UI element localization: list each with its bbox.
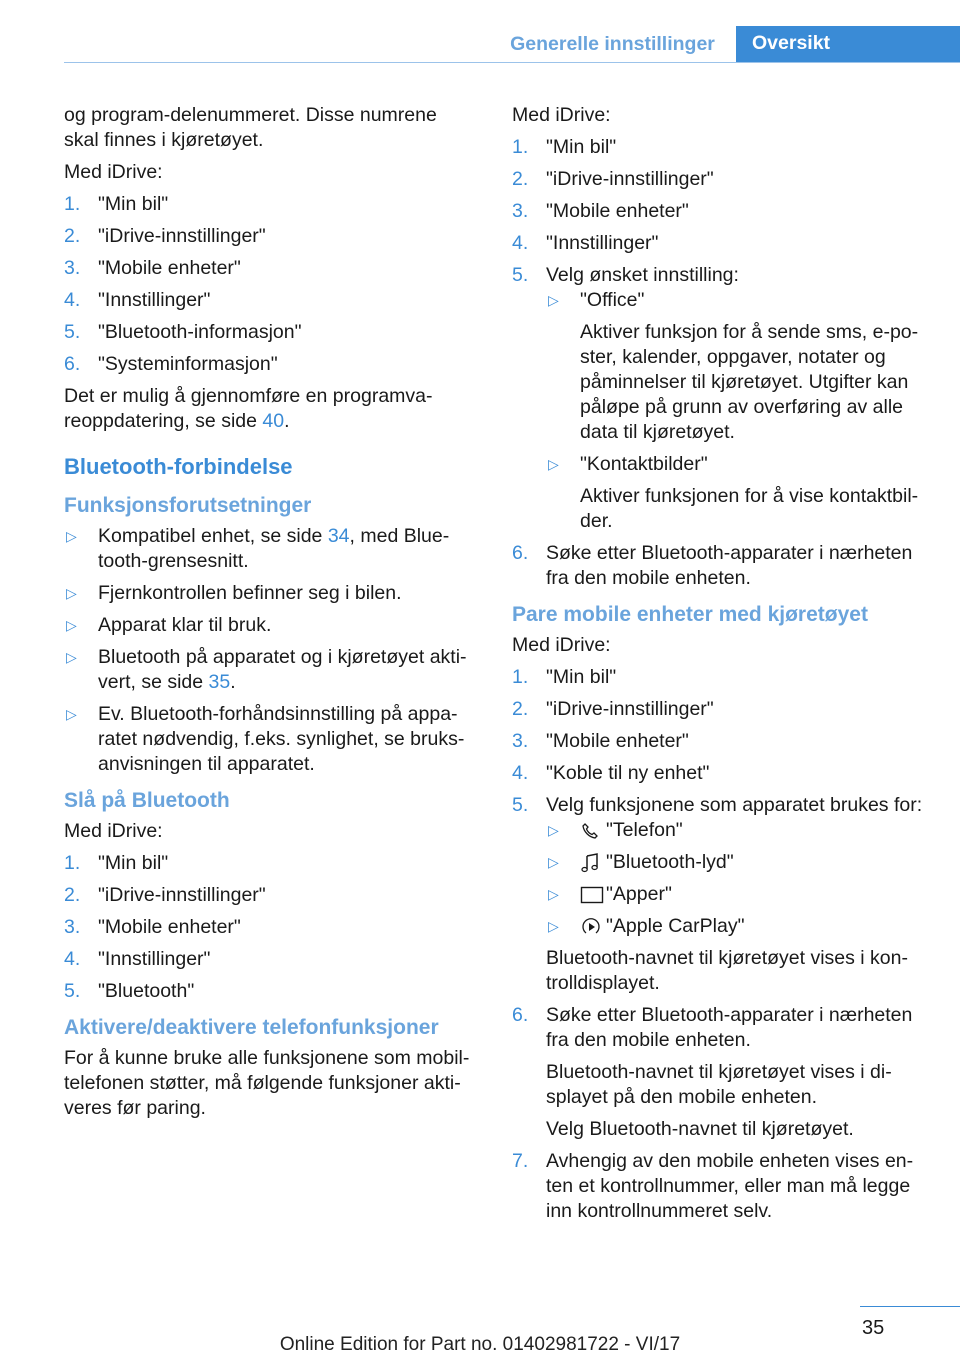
apps-icon <box>580 885 606 905</box>
list-item <box>546 914 928 939</box>
list-item <box>512 761 928 786</box>
paragraph: Velg Bluetooth-navnet til kjøretøyet. <box>546 1118 854 1140</box>
list-text: . <box>230 671 236 693</box>
list-text: , med Blue‐tooth-grensesnitt. <box>98 525 450 572</box>
numbered-list <box>512 665 928 1224</box>
list-text: "Koble til ny enhet" <box>546 762 710 784</box>
numbered-list <box>512 135 928 591</box>
list-item <box>64 581 476 606</box>
list-number: 1. <box>512 666 529 688</box>
list-number: 3. <box>64 916 81 938</box>
list-item <box>64 352 476 377</box>
right-column <box>512 103 928 1231</box>
subsection-heading: Pare mobile enheter med kjøretøyet <box>512 603 868 626</box>
list-item <box>512 199 928 224</box>
list-text: Fjernkontrollen befinner seg i bilen. <box>98 582 402 604</box>
triangle-bullet-icon: ▷ <box>548 854 559 870</box>
subsection-heading: Slå på Bluetooth <box>64 789 230 812</box>
list-text: Avhengig av den mobile enheten vises en‐ten et kontrollnummer, eller man må legge inn kontrollnummeret selv. <box>546 1150 914 1222</box>
header-section-title: Generelle innstillinger <box>510 33 715 55</box>
list-number: 4. <box>64 289 81 311</box>
paragraph <box>64 384 476 434</box>
list-item <box>512 231 928 256</box>
list-number: 2. <box>64 225 81 247</box>
subsection-heading: Funksjonsforutsetninger <box>64 494 312 517</box>
list-text: "Systeminformasjon" <box>98 353 278 375</box>
paragraph: Med iDrive: <box>512 104 611 126</box>
paragraph: Bluetooth-navnet til kjøretøyet vises i di‐splayet på den mobile enheten. <box>546 1061 892 1108</box>
list-text: "Min bil" <box>98 193 169 215</box>
page-link[interactable]: 34 <box>327 525 350 547</box>
list-text: "Min bil" <box>546 666 617 688</box>
list-item <box>64 320 476 345</box>
list-item <box>64 524 476 574</box>
paragraph: Med iDrive: <box>64 820 163 842</box>
list-text: "Bluetooth-lyd" <box>606 851 734 873</box>
paragraph: Med iDrive: <box>512 634 611 656</box>
paragraph: og program-delenummeret. Disse numrene skal finnes i kjøretøyet. <box>64 104 437 151</box>
list-number: 5. <box>64 321 81 343</box>
list-item <box>546 288 928 445</box>
bullet-list <box>546 818 928 939</box>
footer-edition: Online Edition for Part no. 01402981722 - VI/17 <box>279 1334 681 1355</box>
list-text: "iDrive-innstillinger" <box>546 698 714 720</box>
list-number: 1. <box>512 136 529 158</box>
list-item <box>512 167 928 192</box>
list-item <box>64 851 476 876</box>
option-description: Aktiver funksjonen for å vise kontaktbil‐der. <box>580 485 919 532</box>
list-item <box>512 1149 928 1224</box>
triangle-bullet-icon: ▷ <box>548 292 559 308</box>
footer-divider <box>860 1306 960 1307</box>
triangle-bullet-icon: ▷ <box>66 617 77 633</box>
list-item <box>64 979 476 1004</box>
bullet-list <box>546 288 928 534</box>
triangle-bullet-icon: ▷ <box>548 456 559 472</box>
list-text: Bluetooth på apparatet og i kjøretøyet akti‐vert, se side <box>98 646 467 693</box>
triangle-bullet-icon: ▷ <box>66 585 77 601</box>
list-item <box>512 1003 928 1142</box>
list-text: "iDrive-innstillinger" <box>98 225 266 247</box>
page-link[interactable]: 35 <box>208 671 231 693</box>
list-text: "Telefon" <box>606 819 683 841</box>
list-number: 6. <box>64 353 81 375</box>
list-text: Søke etter Bluetooth-apparater i nærheten fra den mobile enheten. <box>546 1004 913 1051</box>
numbered-list <box>64 851 476 1004</box>
list-item <box>64 645 476 695</box>
list-number: 4. <box>512 232 529 254</box>
paragraph: For å kunne bruke alle funksjonene som mobil‐telefonen støtter, må følgende funksjoner akti‐veres før paring. <box>64 1047 470 1119</box>
list-item <box>512 793 928 996</box>
list-number: 3. <box>64 257 81 279</box>
list-text: "Bluetooth-informasjon" <box>98 321 302 343</box>
option-description: Aktiver funksjon for å sende sms, e-po‐ster, kalender, oppgaver, notater og påminnelser til kjøretøyet. Utgifter kan påløpe på grunn av overføring av alle data til kjøretøyet. <box>580 321 919 443</box>
bullet-list <box>64 524 476 777</box>
list-text: "Apper" <box>606 883 672 905</box>
list-text: "Innstillinger" <box>98 289 211 311</box>
list-item <box>64 613 476 638</box>
list-item <box>512 729 928 754</box>
list-text: Velg funksjonene som apparatet brukes for: <box>546 794 923 816</box>
list-text: Søke etter Bluetooth-apparater i nærheten fra den mobile enheten. <box>546 542 913 589</box>
section-heading: Bluetooth-forbindelse <box>64 454 293 479</box>
list-item <box>64 256 476 281</box>
list-item <box>512 697 928 722</box>
paragraph: Bluetooth-navnet til kjøretøyet vises i kon‐trolldisplayet. <box>546 947 908 994</box>
list-text: "Mobile enheter" <box>98 916 241 938</box>
list-item <box>512 541 928 591</box>
carplay-icon <box>580 916 606 938</box>
list-text: Ev. Bluetooth-forhåndsinnstilling på appa‐ratet nødvendig, f.eks. synlighet, se bruks‐anvisningen til apparatet. <box>98 703 465 775</box>
list-item <box>64 288 476 313</box>
list-item <box>512 263 928 534</box>
list-text: "Innstillinger" <box>546 232 659 254</box>
triangle-bullet-icon: ▷ <box>548 822 559 838</box>
list-number: 3. <box>512 730 529 752</box>
option-title: "Kontaktbilder" <box>580 453 708 475</box>
list-text: "Mobile enheter" <box>546 200 689 222</box>
list-text: "iDrive-innstillinger" <box>546 168 714 190</box>
list-number: 2. <box>512 698 529 720</box>
triangle-bullet-icon: ▷ <box>548 918 559 934</box>
list-text: "Mobile enheter" <box>98 257 241 279</box>
list-item <box>64 224 476 249</box>
list-item <box>64 883 476 908</box>
paragraph-text: Det er mulig å gjennomføre en programva‐reoppdatering, se side <box>64 385 433 432</box>
triangle-bullet-icon: ▷ <box>66 706 77 722</box>
list-number: 5. <box>512 794 529 816</box>
list-number: 4. <box>64 948 81 970</box>
page-number: 35 <box>862 1317 885 1339</box>
left-column <box>64 103 476 1128</box>
list-text: "Innstillinger" <box>98 948 211 970</box>
list-text: "iDrive-innstillinger" <box>98 884 266 906</box>
list-text: Apparat klar til bruk. <box>98 614 272 636</box>
subsection-heading: Aktivere/deaktivere telefonfunksjoner <box>64 1016 439 1039</box>
list-item <box>512 135 928 160</box>
list-number: 1. <box>64 852 81 874</box>
header-chapter-tab: Oversikt <box>736 26 960 62</box>
list-text: "Mobile enheter" <box>546 730 689 752</box>
list-number: 2. <box>512 168 529 190</box>
triangle-bullet-icon: ▷ <box>66 649 77 665</box>
list-text: Velg ønsket innstilling: <box>546 264 739 286</box>
option-title: "Office" <box>580 289 645 311</box>
numbered-list <box>64 192 476 377</box>
list-number: 7. <box>512 1150 529 1172</box>
header-divider <box>64 62 960 63</box>
list-item <box>546 818 928 843</box>
triangle-bullet-icon: ▷ <box>548 886 559 902</box>
list-item <box>512 665 928 690</box>
list-number: 6. <box>512 1004 529 1026</box>
list-number: 4. <box>512 762 529 784</box>
list-number: 6. <box>512 542 529 564</box>
list-item <box>64 702 476 777</box>
list-text: Kompatibel enhet, se side <box>98 525 328 547</box>
list-number: 5. <box>64 980 81 1002</box>
paragraph: Med iDrive: <box>64 161 163 183</box>
list-item <box>546 882 928 907</box>
list-text: "Bluetooth" <box>98 980 195 1002</box>
list-number: 1. <box>64 193 81 215</box>
list-number: 5. <box>512 264 529 286</box>
phone-icon <box>580 821 606 841</box>
list-item <box>546 452 928 534</box>
paragraph-text: . <box>284 410 290 432</box>
list-text: "Min bil" <box>546 136 617 158</box>
page-link[interactable]: 40 <box>262 410 285 432</box>
list-item <box>64 192 476 217</box>
list-text: "Min bil" <box>98 852 169 874</box>
list-item <box>546 850 928 875</box>
list-item <box>64 947 476 972</box>
list-number: 3. <box>512 200 529 222</box>
list-item <box>64 915 476 940</box>
music-note-icon <box>580 852 606 874</box>
list-text: "Apple CarPlay" <box>606 915 745 937</box>
list-number: 2. <box>64 884 81 906</box>
triangle-bullet-icon: ▷ <box>66 528 77 544</box>
